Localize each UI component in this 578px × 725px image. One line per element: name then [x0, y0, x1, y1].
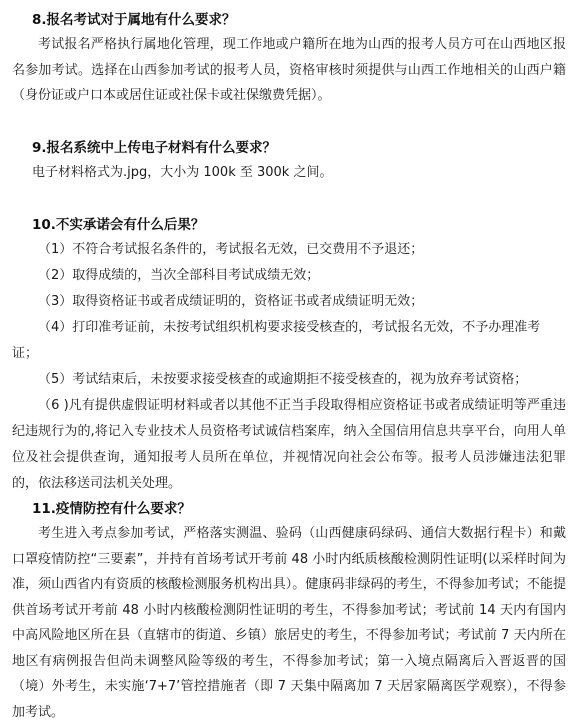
section-9-upload: [12, 136, 566, 186]
section-8-residency: [12, 8, 566, 109]
list-item: （5）考试结束后，未按要求接受核查的或逾期拒不接受核查的，视为放弃考试资格；: [38, 372, 528, 387]
section-paragraph: 电子材料格式为.jpg，大小为 100k 至 300k 之间。: [32, 165, 333, 180]
section-11-epidemic: [12, 497, 566, 725]
section-heading: 10.不实承诺会有什么后果？: [32, 217, 205, 233]
section-heading: 8.报名考试对于属地有什么要求？: [32, 12, 236, 28]
section-paragraph: 考试报名严格执行属地化管理，现工作地或户籍所在地为山西的报考人员方可在山西地区报名参加考试。选择在山西参加考试的报考人员，资格审核时须提供与山西工作地相关的山西户籍（身份证或户口本或居住证或社保卡或社保缴费凭据）。: [12, 37, 566, 103]
section-heading: 9.报名系统中上传电子材料有什么要求？: [32, 140, 277, 156]
list-item: （3）取得资格证书或者成绩证明的，资格证书或者成绩证明无效；: [38, 294, 424, 309]
section-heading: 11.疫情防控有什么要求？: [32, 501, 191, 517]
list-item: （2）取得成绩的，当次全部科目考试成绩无效；: [38, 268, 320, 283]
list-item: （1）不符合考试报名条件的，考试报名无效，已交费用不予退还；: [38, 242, 424, 257]
list-item: （6 )凡有提供虚假证明材料或者以其他不正当手段取得相应资格证书或者成绩证明等严重违纪违规行为的,将记入专业技术人员资格考试诚信档案库，纳入全国信用信息共享平台，向用人单位及社会提供查询，通知报考人员所在单位，并视情况向社会公布等。报考人员涉嫌违法犯罪的，依法移送司法机关处理。: [12, 398, 566, 491]
section-10-consequences: [12, 213, 566, 497]
list-item: （4）打印准考证前，未按考试组织机构要求接受核查的，考试报名无效，不予办理准考证；: [12, 320, 541, 361]
section-paragraph: 考生进入考点参加考试，严格落实测温、验码（山西健康码绿码、通信大数据行程卡）和戴口罩疫情防控“三要素”，并持有首场考试开考前 48 小时内纸质核酸检测阴性证明(以采样时间为准，须山西省内有资质的核酸检测服务机构出具）。健康码非绿码的考生，不得参加考试；不能提供首场考试开考前 48 小时内核酸检测阴性证明的考生，不得参加考试；考试前 14 天内有国内中高风险地区所在县（直辖市的街道、乡镇）旅居史的考生，不得参加考试；考试前 7 天内所在地区有病例报告但尚未调整风险等级的考生，不得参加考试；第一入境点隔离后入晋返晋的国（境）外考生，未实施‘7+7’管控措施者（即 7 天集中隔离加 7 天居家隔离医学观察），不得参加考试。: [12, 526, 566, 720]
